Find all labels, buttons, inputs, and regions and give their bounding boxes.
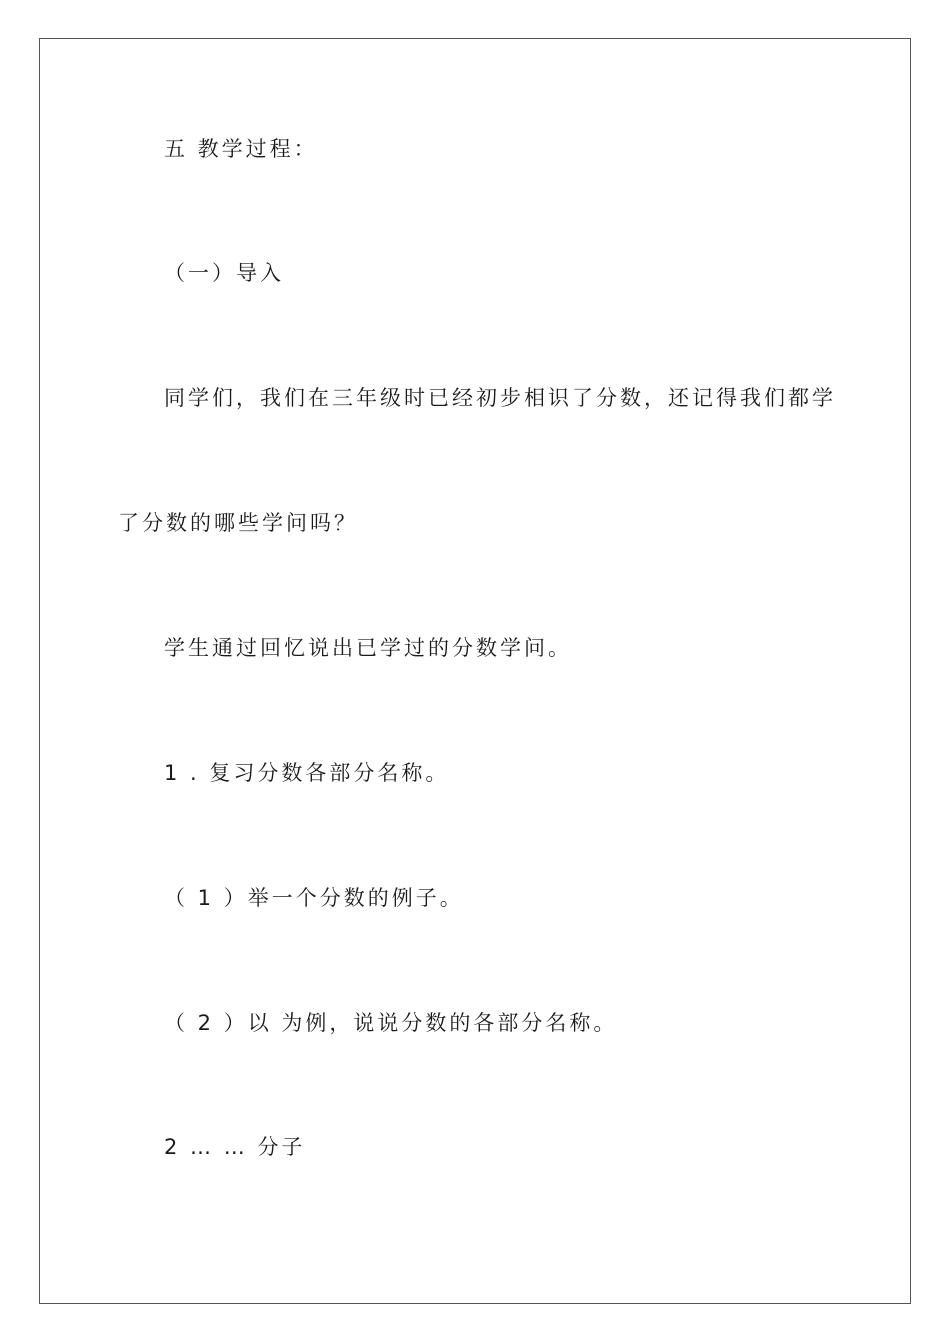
list-item: 1 . 复习分数各部分名称。 (164, 761, 450, 785)
paragraph-line: 了分数的哪些学问吗？ (118, 511, 358, 535)
list-item: （ 1 ）举一个分数的例子。 (164, 886, 464, 910)
section-heading: 五 教学过程： (164, 137, 318, 161)
page-frame (39, 38, 911, 1304)
paragraph-line: 学生通过回忆说出已学过的分数学问。 (164, 636, 572, 660)
list-item: 2 … … 分子 (164, 1135, 306, 1159)
subsection-heading: （一）导入 (164, 261, 284, 285)
list-item: （ 2 ）以 为例，说说分数的各部分名称。 (164, 1011, 618, 1035)
paragraph-line: 同学们，我们在三年级时已经初步相识了分数，还记得我们都学 (164, 386, 836, 410)
